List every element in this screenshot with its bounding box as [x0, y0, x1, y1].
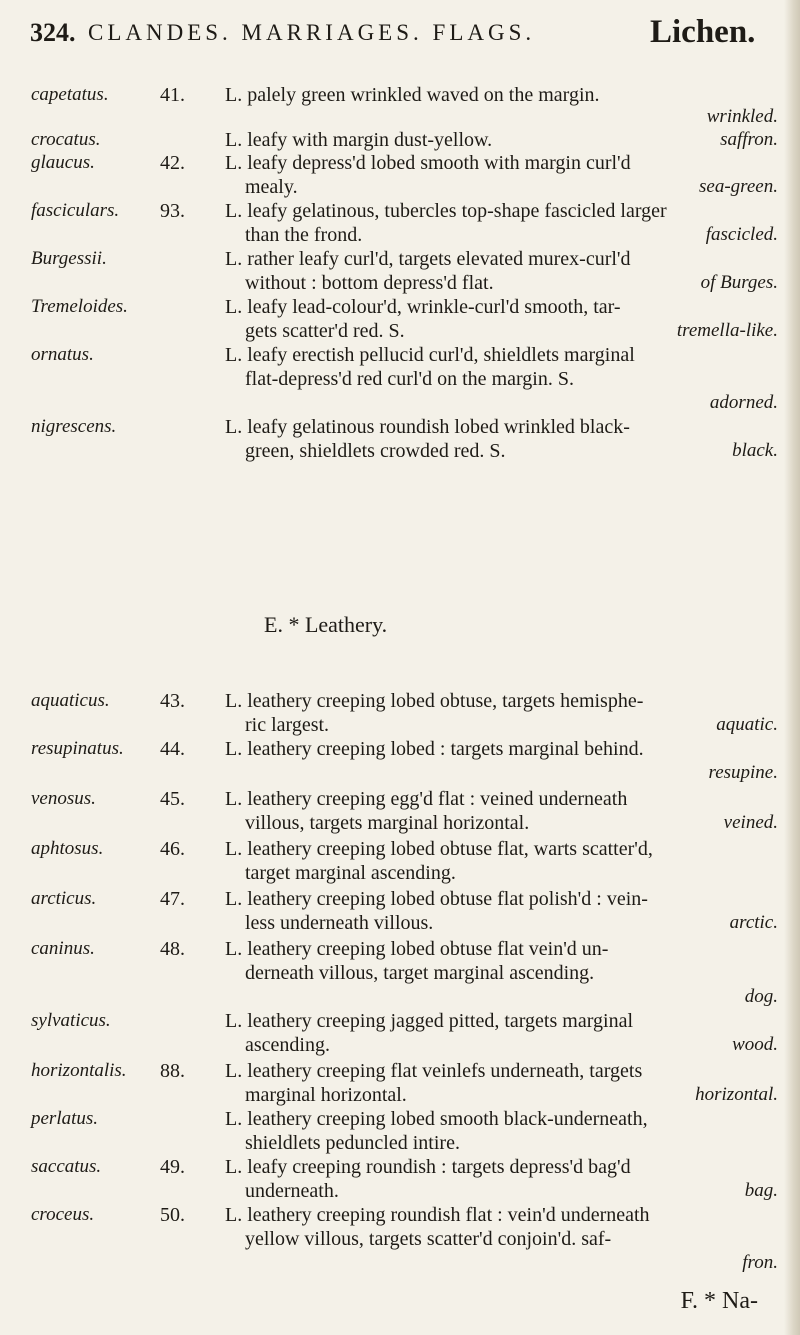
entry-description: L. palely green wrinkled waved on the margin.	[225, 84, 600, 106]
section-heading: E. * Leathery.	[264, 612, 388, 637]
english-name: fascicled.	[705, 224, 778, 245]
english-name: black.	[732, 440, 778, 461]
entry-line	[0, 222, 800, 248]
entry-number: 48.	[160, 938, 185, 960]
entry-line	[0, 712, 800, 738]
entry-description: L. leathery creeping jagged pitted, targets marginal	[225, 1010, 633, 1032]
entry-line	[0, 1008, 800, 1034]
english-name: of Burges.	[700, 272, 778, 293]
entry-line	[0, 246, 800, 272]
catchword: F. * Na-	[680, 1288, 758, 1314]
entry-line	[0, 736, 800, 762]
english-name: wood.	[732, 1034, 778, 1055]
entry-description: L. leafy depress'd lobed smooth with margin curl'd	[225, 152, 631, 174]
entry-description: L. leafy erectish pellucid curl'd, shieldlets marginal	[225, 344, 635, 366]
entry-line	[0, 1178, 800, 1204]
margin-species-name: resupinatus.	[31, 738, 124, 759]
entry-line	[0, 1058, 800, 1084]
entry-line	[0, 810, 800, 836]
entry-description: target marginal ascending.	[245, 862, 456, 884]
entry-number: 43.	[160, 690, 185, 712]
entry-number: 45.	[160, 788, 185, 810]
entry-description: L. leathery creeping lobed obtuse, targets hemisphe-	[225, 690, 644, 712]
english-name: horizontal.	[695, 1084, 778, 1105]
entry-description: L. rather leafy curl'd, targets elevated murex-curl'd	[225, 248, 631, 270]
entry-line	[0, 294, 800, 320]
entry-description: marginal horizontal.	[245, 1084, 407, 1106]
entry-line	[0, 150, 800, 176]
english-name: fron.	[742, 1252, 778, 1273]
margin-species-name: crocatus.	[31, 129, 101, 150]
entry-line	[0, 342, 800, 368]
entry-description: without : bottom depress'd flat.	[245, 272, 494, 294]
running-title: CLANDES. MARRIAGES. FLAGS.	[88, 20, 536, 45]
entry-description: L. leathery creeping lobed obtuse flat polish'd : vein-	[225, 888, 648, 910]
english-name: arctic.	[729, 912, 778, 933]
entry-line	[0, 174, 800, 200]
english-name: bag.	[744, 1180, 778, 1201]
margin-species-name: caninus.	[31, 938, 95, 959]
entry-line	[0, 1154, 800, 1180]
entry-description: L. leathery creeping lobed obtuse flat vein'd un-	[225, 938, 609, 960]
margin-species-name: aquaticus.	[31, 690, 110, 711]
page-header	[0, 12, 800, 48]
entry-description: derneath villous, target marginal ascending.	[245, 962, 595, 984]
entry-description: L. leafy gelatinous, tubercles top-shape fascicled larger	[225, 200, 667, 222]
entry-line	[0, 414, 800, 440]
entry-line	[0, 960, 800, 986]
margin-species-name: nigrescens.	[31, 416, 117, 437]
entry-description: gets scatter'd red. S.	[245, 320, 405, 342]
entry-description: L. leathery creeping lobed obtuse flat, warts scatter'd,	[225, 838, 653, 860]
entry-description: L. leathery creeping flat veinlefs underneath, targets	[225, 1060, 643, 1082]
entry-description: mealy.	[245, 176, 298, 198]
margin-species-name: ornatus.	[31, 344, 94, 365]
entry-line	[0, 270, 800, 296]
entry-line	[0, 390, 800, 416]
entry-description: L. leathery creeping egg'd flat : veined underneath	[225, 788, 628, 810]
entry-line	[0, 984, 800, 1010]
entry-number: 93.	[160, 200, 185, 222]
entry-description: L. leathery creeping lobed smooth black-underneath,	[225, 1108, 648, 1130]
entry-number: 46.	[160, 838, 185, 860]
entry-description: L. leafy lead-colour'd, wrinkle-curl'd smooth, tar-	[225, 296, 621, 318]
entry-number: 49.	[160, 1156, 185, 1178]
english-name: tremella-like.	[676, 320, 778, 341]
entry-number: 88.	[160, 1060, 185, 1082]
margin-species-name: sylvaticus.	[31, 1010, 111, 1031]
entry-description: less underneath villous.	[245, 912, 434, 934]
entry-line	[0, 1226, 800, 1252]
entry-description: villous, targets marginal horizontal.	[245, 812, 530, 834]
entry-line	[0, 688, 800, 714]
entry-description: L. leathery creeping roundish flat : vein'd underneath	[225, 1204, 650, 1226]
margin-species-name: arcticus.	[31, 888, 97, 909]
english-name: sea-green.	[699, 176, 778, 197]
entry-description: ric largest.	[245, 714, 330, 736]
entry-line	[0, 760, 800, 786]
english-name: veined.	[723, 812, 778, 833]
entry-description: L. leathery creeping lobed : targets marginal behind.	[225, 738, 644, 760]
english-name: dog.	[744, 986, 778, 1007]
margin-species-name: horizontalis.	[31, 1060, 127, 1081]
margin-species-name: Tremeloides.	[31, 296, 128, 317]
entry-description: than the frond.	[245, 224, 363, 246]
entry-line	[0, 786, 800, 812]
entry-description: flat-depress'd red curl'd on the margin. S.	[245, 368, 574, 390]
entry-line	[0, 910, 800, 936]
margin-species-name: Burgessii.	[31, 248, 107, 269]
entry-description: shieldlets peduncled intire.	[245, 1132, 460, 1154]
entry-line	[0, 836, 800, 862]
margin-species-name: glaucus.	[31, 152, 95, 173]
entry-line	[0, 1032, 800, 1058]
entry-line	[0, 936, 800, 962]
entry-number: 42.	[160, 152, 185, 174]
entry-description: green, shieldlets crowded red. S.	[245, 440, 506, 462]
entry-description: ascending.	[245, 1034, 330, 1056]
entry-line	[0, 1082, 800, 1108]
english-name: saffron.	[720, 129, 778, 150]
entry-number: 44.	[160, 738, 185, 760]
english-name: wrinkled.	[706, 106, 778, 127]
english-name: aquatic.	[716, 714, 778, 735]
margin-species-name: saccatus.	[31, 1156, 102, 1177]
entry-description: underneath.	[245, 1180, 339, 1202]
entry-line	[0, 860, 800, 886]
entry-description: L. leafy gelatinous roundish lobed wrinkled black-	[225, 416, 630, 438]
page-number: 324.	[30, 18, 76, 47]
entry-number: 41.	[160, 84, 185, 106]
english-name: adorned.	[709, 392, 778, 413]
entry-number: 50.	[160, 1204, 185, 1226]
genus-heading: Lichen.	[650, 14, 756, 50]
entry-line	[0, 886, 800, 912]
entry-line	[0, 1130, 800, 1156]
margin-species-name: perlatus.	[31, 1108, 99, 1129]
margin-species-name: fasciculars.	[31, 200, 120, 221]
entry-number: 47.	[160, 888, 185, 910]
margin-species-name: aphtosus.	[31, 838, 104, 859]
entry-line	[0, 366, 800, 392]
margin-species-name: croceus.	[31, 1204, 95, 1225]
entry-line	[0, 318, 800, 344]
entry-line	[0, 438, 800, 464]
entry-line	[0, 1250, 800, 1276]
english-name: resupine.	[708, 762, 778, 783]
entry-description: yellow villous, targets scatter'd conjoin'd. saf-	[245, 1228, 612, 1250]
entry-line	[0, 1202, 800, 1228]
margin-species-name: venosus.	[31, 788, 96, 809]
entry-line	[0, 1106, 800, 1132]
entry-description: L. leafy with margin dust-yellow.	[225, 129, 493, 151]
margin-species-name: capetatus.	[31, 84, 109, 105]
entry-description: L. leafy creeping roundish : targets depress'd bag'd	[225, 1156, 631, 1178]
entry-line	[0, 198, 800, 224]
